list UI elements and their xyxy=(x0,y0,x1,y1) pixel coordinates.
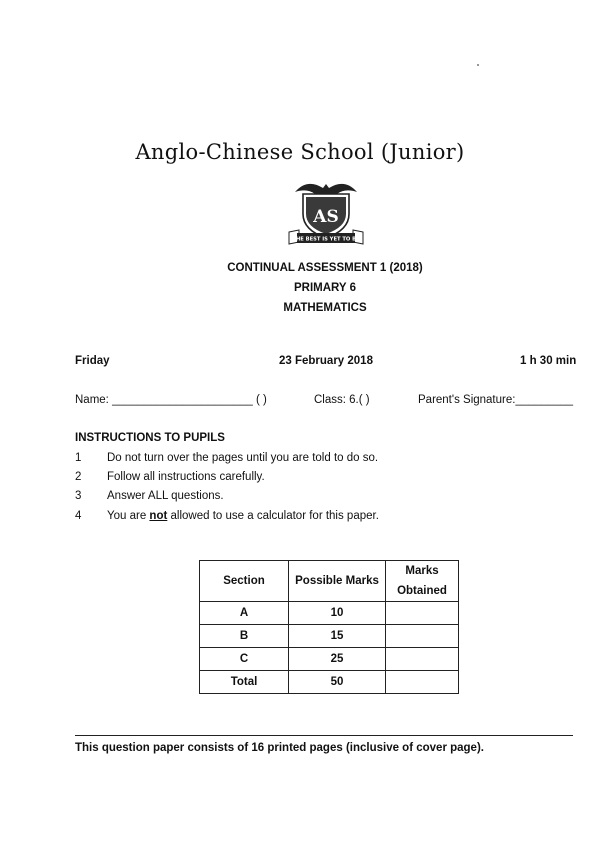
instruction-number: 4 xyxy=(75,510,82,522)
instruction-item xyxy=(75,510,379,522)
stray-dot xyxy=(477,64,479,66)
assessment-title: CONTINUAL ASSESSMENT 1 (2018) xyxy=(227,262,423,274)
header-marks-obtained: Marks Obtained xyxy=(386,561,459,602)
instruction-text-post: allowed to use a calculator for this paper. xyxy=(167,510,379,522)
cell-obtained xyxy=(386,625,459,648)
school-name: Anglo-Chinese School (Junior) xyxy=(135,140,465,164)
cell-section: C xyxy=(200,648,289,671)
header-section: Section xyxy=(200,561,289,602)
exam-day: Friday xyxy=(75,355,110,367)
header-possible-marks: Possible Marks xyxy=(289,561,386,602)
table-row xyxy=(200,602,459,625)
instruction-text-pre: You are xyxy=(107,510,150,522)
table-row xyxy=(200,625,459,648)
crest-monogram: AS xyxy=(313,207,339,227)
level-title: PRIMARY 6 xyxy=(294,282,356,294)
instruction-text: Answer ALL questions. xyxy=(107,490,224,502)
instruction-item xyxy=(75,490,224,502)
cell-obtained xyxy=(386,602,459,625)
cell-obtained xyxy=(386,671,459,694)
instruction-number: 1 xyxy=(75,452,82,464)
instructions-title: INSTRUCTIONS TO PUPILS xyxy=(75,432,225,444)
cell-possible: 10 xyxy=(289,602,386,625)
footer-divider xyxy=(75,735,573,736)
cell-possible: 25 xyxy=(289,648,386,671)
cell-section: A xyxy=(200,602,289,625)
cell-section: Total xyxy=(200,671,289,694)
cell-possible: 50 xyxy=(289,671,386,694)
table-row xyxy=(200,671,459,694)
footer-note: This question paper consists of 16 printed pages (inclusive of cover page). xyxy=(75,742,484,754)
signature-field: Parent's Signature:_________ xyxy=(418,394,574,406)
instruction-number: 2 xyxy=(75,471,82,483)
table-header-row xyxy=(200,561,459,602)
instruction-item xyxy=(75,471,265,483)
cell-possible: 15 xyxy=(289,625,386,648)
cell-obtained xyxy=(386,648,459,671)
instruction-item xyxy=(75,452,378,464)
subject-title: MATHEMATICS xyxy=(283,302,367,314)
instruction-emphasis: not xyxy=(149,510,168,522)
marks-table xyxy=(199,560,459,694)
cell-section: B xyxy=(200,625,289,648)
instruction-number: 3 xyxy=(75,490,82,502)
name-field: Name: ______________________ xyxy=(75,394,253,406)
index-field: ( ) xyxy=(256,394,267,406)
instruction-text: Follow all instructions carefully. xyxy=(107,471,265,483)
table-row xyxy=(200,648,459,671)
crest-banner-text: THE BEST IS YET TO BE xyxy=(292,236,360,243)
exam-date: 23 February 2018 xyxy=(279,355,373,367)
exam-duration: 1 h 30 min xyxy=(520,355,577,367)
class-field: Class: 6.( ) xyxy=(314,394,370,406)
instruction-text: Do not turn over the pages until you are told to do so. xyxy=(107,452,379,464)
school-crest-icon xyxy=(287,174,365,250)
